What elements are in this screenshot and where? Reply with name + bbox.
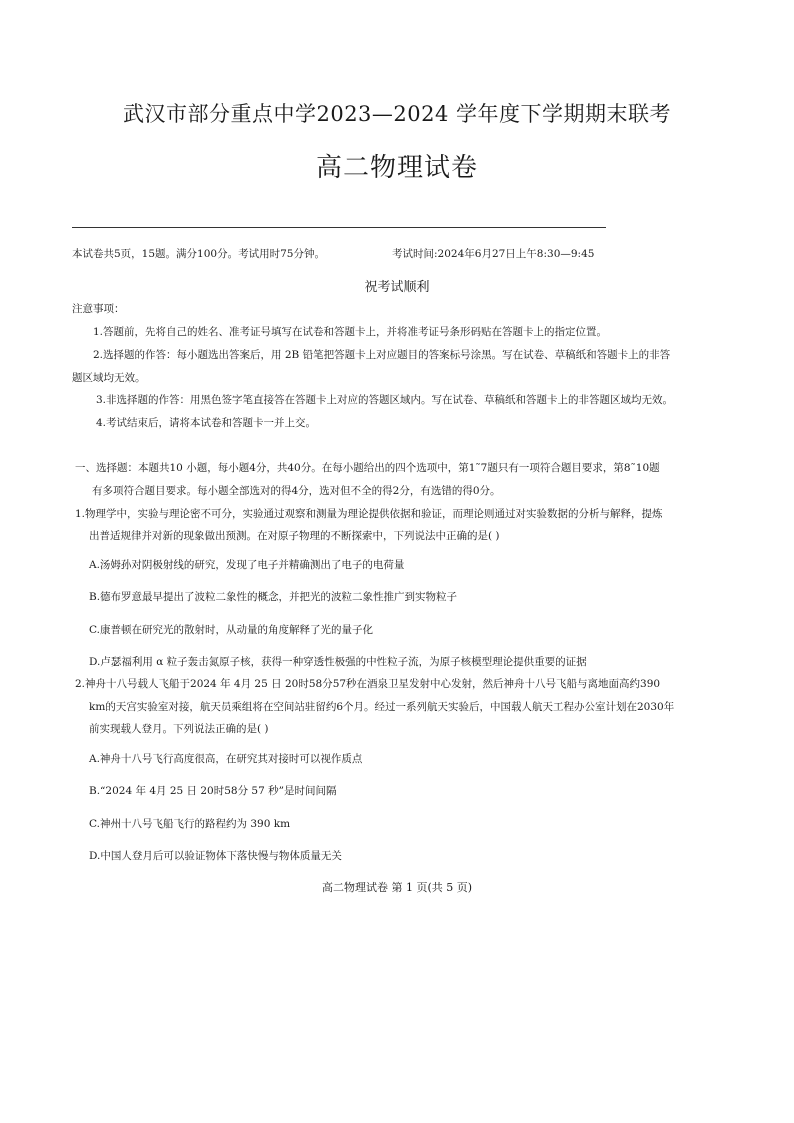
- question-2-option-d: D.中国人登月后可以验证物体下落快慢与物体质量无关: [89, 850, 342, 862]
- section-instructions-cont: 有多项符合题目要求。每小题全部选对的得4分，选对但不全的得2分，有选错的得0分。: [92, 485, 501, 497]
- question-1-option-b: B.德布罗意最早提出了波粒二象性的概念，并把光的波粒二象性推广到实物粒子: [89, 591, 458, 603]
- header-divider: [72, 227, 606, 228]
- page-footer: 高二物理试卷 第 1 页(共 5 页): [321, 881, 473, 894]
- exam-title: 武汉市部分重点中学2023—2024 学年度下学期期末联考: [122, 102, 672, 126]
- question-2-stem-cont: km的天宫实验室对接，航天员乘组将在空间站驻留约6个月。经过一系列航天实验后，中国载人航天工程办公室计划在2030年: [89, 701, 675, 713]
- question-1-stem-cont: 出普适规律并对新的现象做出预测。在对原子物理的不断探索中，下列说法中正确的是( ): [89, 530, 500, 542]
- note-item: 2.选择题的作答：每小题选出答案后，用 2B 铅笔把答题卡上对应题目的答案标号涂黑。写在试卷、草稿纸和答题卡上的非答: [93, 349, 671, 361]
- question-2-stem-cont: 前实现载人登月。下列说法正确的是( ): [89, 723, 269, 735]
- question-1-stem: 1.物理学中，实验与理论密不可分，实验通过观察和测量为理论提供依据和验证，而理论则通过对实验数据的分析与解释，提炼: [75, 508, 663, 520]
- question-2-option-b: B.“2024 年 4月 25 日 20时58分 57 秒”是时间间隔: [89, 785, 337, 797]
- question-2-option-a: A.神舟十八号飞行高度很高，在研究其对接时可以视作质点: [89, 753, 363, 765]
- note-item: 4.考试结束后，请将本试卷和答题卡一并上交。: [96, 417, 317, 429]
- question-1-option-d: D.卢瑟福利用 α 粒子轰击氮原子核，获得一种穿透性极强的中性粒子流，为原子核模型理论提供重要的证据: [89, 656, 587, 668]
- question-2-option-c: C.神州十八号飞船飞行的路程约为 390 km: [89, 818, 291, 830]
- paper-subtitle: 高二物理试卷: [315, 153, 478, 183]
- question-1-option-a: A.汤姆孙对阴极射线的研究，发现了电子并精确测出了电子的电荷量: [89, 559, 405, 571]
- notes-heading: 注意事项：: [72, 303, 125, 315]
- question-1-option-c: C.康普顿在研究光的散射时，从动量的角度解释了光的量子化: [89, 624, 373, 636]
- section-instructions: 一、选择题：本题共10 小题，每小题4分，共40分。在每小题给出的四个选项中，第1˜7题只有一项符合题目要求，第8˜10题: [75, 462, 660, 474]
- note-item-continuation: 题区域均无效。: [72, 372, 146, 384]
- note-item: 1.答题前，先将自己的姓名、准考证号填写在试卷和答题卡上，并将准考证号条形码贴在答题卡上的指定位置。: [93, 326, 608, 338]
- note-item: 3.非选择题的作答：用黑色签字笔直接答在答题卡上对应的答题区域内。写在试卷、草稿纸和答题卡上的非答题区域均无效。: [96, 394, 674, 406]
- exam-summary: 本试卷共5页，15题。满分100分。考试用时75分钟。: [72, 248, 325, 260]
- question-2-stem: 2.神舟十八号载人飞船于2024 年 4月 25 日 20时58分57秒在酒泉卫星发射中心发射，然后神舟十八号飞船与离地面高约390: [75, 678, 661, 690]
- greeting: 祝考试顺利: [364, 280, 430, 295]
- exam-time: 考试时间:2024年6月27日上午8:30—9:45: [392, 248, 595, 260]
